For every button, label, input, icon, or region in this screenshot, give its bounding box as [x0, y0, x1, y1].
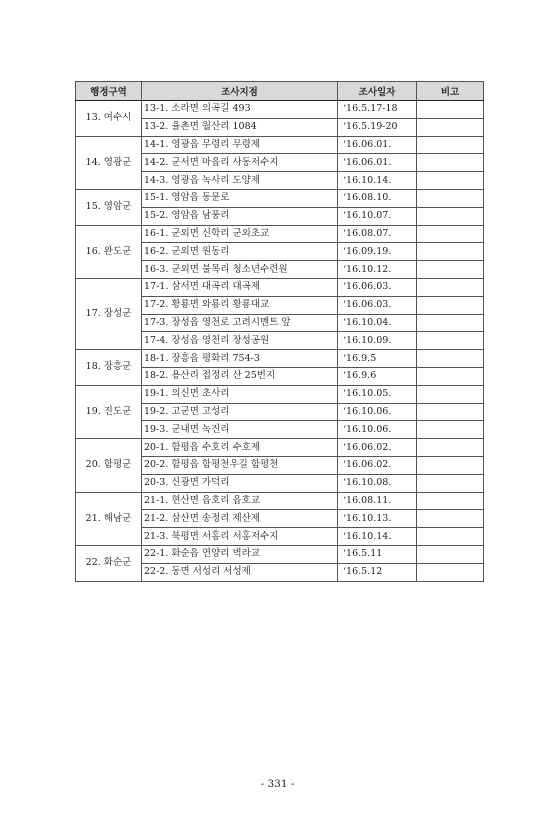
date-cell: ‘16.9.5 — [338, 350, 417, 368]
region-cell: 17. 장성군 — [76, 278, 142, 349]
region-cell: 22. 화순군 — [76, 545, 142, 581]
date-cell: ‘16.08.07. — [338, 225, 417, 243]
header-row — [76, 82, 484, 101]
note-cell — [417, 510, 484, 528]
note-cell — [417, 278, 484, 296]
site-cell: 14-3. 영광읍 녹사리 도양제 — [142, 172, 338, 190]
header-note: 비고 — [417, 82, 484, 101]
site-cell: 22-2. 동면 서성리 서성제 — [142, 563, 338, 581]
date-cell: ‘16.06.03. — [338, 278, 417, 296]
region-cell: 21. 해남군 — [76, 492, 142, 545]
page-number: - 331 - — [260, 778, 295, 790]
note-cell — [417, 439, 484, 457]
site-cell: 13-2. 율촌면 월산리 1084 — [142, 118, 338, 136]
region-cell: 16. 완도군 — [76, 225, 142, 278]
note-cell — [417, 261, 484, 279]
date-cell: ‘16.08.11. — [338, 492, 417, 510]
note-cell — [417, 207, 484, 225]
table-row — [76, 439, 484, 457]
site-cell: 15-1. 영암읍 동문로 — [142, 189, 338, 207]
note-cell — [417, 385, 484, 403]
date-cell: ‘16.10.04. — [338, 314, 417, 332]
site-cell: 16-3. 군외면 불목리 청소년수련원 — [142, 261, 338, 279]
site-cell: 18-2. 용산리 접정리 산 25번지 — [142, 367, 338, 385]
note-cell — [417, 545, 484, 563]
note-cell — [417, 101, 484, 119]
table-row — [76, 225, 484, 243]
site-cell: 17-3. 장성읍 영천로 고려시멘트 앞 — [142, 314, 338, 332]
note-cell — [417, 350, 484, 368]
site-cell: 18-1. 장흥읍 평화리 754-3 — [142, 350, 338, 368]
note-cell — [417, 367, 484, 385]
header-date: 조사일자 — [338, 82, 417, 101]
region-cell: 18. 장흥군 — [76, 350, 142, 386]
table-row — [76, 278, 484, 296]
table-body — [76, 101, 484, 582]
site-cell: 17-4. 장성읍 영천리 장성공원 — [142, 332, 338, 350]
date-cell: ‘16.06.02. — [338, 439, 417, 457]
note-cell — [417, 172, 484, 190]
note-cell — [417, 225, 484, 243]
date-cell: ‘16.10.09. — [338, 332, 417, 350]
table-row — [76, 385, 484, 403]
note-cell — [417, 243, 484, 261]
date-cell: ‘16.10.13. — [338, 510, 417, 528]
date-cell: ‘16.08.10. — [338, 189, 417, 207]
table-header — [76, 82, 484, 101]
date-cell: ‘16.09.19. — [338, 243, 417, 261]
date-cell: ‘16.5.11 — [338, 545, 417, 563]
table-row — [76, 189, 484, 207]
table-row — [76, 101, 484, 119]
region-cell: 14. 영광군 — [76, 136, 142, 189]
site-cell: 19-2. 고군면 고성리 — [142, 403, 338, 421]
note-cell — [417, 403, 484, 421]
note-cell — [417, 296, 484, 314]
site-cell: 15-2. 영암읍 남풍리 — [142, 207, 338, 225]
date-cell: ‘16.10.12. — [338, 261, 417, 279]
table-row — [76, 492, 484, 510]
note-cell — [417, 528, 484, 546]
site-cell: 20-1. 함평읍 수호리 수호제 — [142, 439, 338, 457]
date-cell: ‘16.10.06. — [338, 403, 417, 421]
date-cell: ‘16.10.07. — [338, 207, 417, 225]
date-cell: ‘16.06.01. — [338, 136, 417, 154]
site-cell: 14-1. 영광읍 무령리 무령제 — [142, 136, 338, 154]
site-cell: 20-2. 함평읍 함평천우길 함평천 — [142, 456, 338, 474]
site-cell: 20-3. 신광면 가덕리 — [142, 474, 338, 492]
note-cell — [417, 314, 484, 332]
note-cell — [417, 456, 484, 474]
date-cell: ‘16.06.03. — [338, 296, 417, 314]
site-cell: 21-1. 현산면 읍호리 읍호교 — [142, 492, 338, 510]
site-cell: 19-1. 의신면 초사리 — [142, 385, 338, 403]
note-cell — [417, 421, 484, 439]
date-cell: ‘16.9.6 — [338, 367, 417, 385]
date-cell: ‘16.5.12 — [338, 563, 417, 581]
header-site: 조사지점 — [142, 82, 338, 101]
site-cell: 14-2. 군서면 마읍리 사동저수지 — [142, 154, 338, 172]
note-cell — [417, 474, 484, 492]
region-cell: 20. 함평군 — [76, 439, 142, 492]
header-region: 행정구역 — [76, 82, 142, 101]
site-cell: 13-1. 소라면 의곡길 493 — [142, 101, 338, 119]
table-row — [76, 136, 484, 154]
note-cell — [417, 136, 484, 154]
region-cell: 13. 여수시 — [76, 101, 142, 137]
note-cell — [417, 118, 484, 136]
date-cell: ‘16.5.19-20 — [338, 118, 417, 136]
date-cell: ‘16.06.01. — [338, 154, 417, 172]
date-cell: ‘16.10.14. — [338, 172, 417, 190]
site-cell: 21-2. 삼산면 송정리 제산제 — [142, 510, 338, 528]
site-cell: 22-1. 화순읍 연양리 벽라교 — [142, 545, 338, 563]
table-row — [76, 350, 484, 368]
date-cell: ‘16.10.05. — [338, 385, 417, 403]
site-cell: 16-1. 군외면 신학리 군외초교 — [142, 225, 338, 243]
note-cell — [417, 332, 484, 350]
date-cell: ‘16.06.02. — [338, 456, 417, 474]
note-cell — [417, 189, 484, 207]
date-cell: ‘16.10.06. — [338, 421, 417, 439]
site-cell: 17-1. 삼서면 대곡리 대곡제 — [142, 278, 338, 296]
date-cell: ‘16.5.17-18 — [338, 101, 417, 119]
date-cell: ‘16.10.14. — [338, 528, 417, 546]
note-cell — [417, 563, 484, 581]
survey-sites-table — [75, 81, 484, 582]
site-cell: 21-3. 북평면 서홍리 서홍저수지 — [142, 528, 338, 546]
site-cell: 16-2. 군외면 원동리 — [142, 243, 338, 261]
region-cell: 19. 진도군 — [76, 385, 142, 438]
site-cell: 17-2. 황룡면 와룡리 황룡대교 — [142, 296, 338, 314]
region-cell: 15. 영암군 — [76, 189, 142, 225]
note-cell — [417, 492, 484, 510]
note-cell — [417, 154, 484, 172]
site-cell: 19-3. 군내면 녹진리 — [142, 421, 338, 439]
date-cell: ‘16.10.08. — [338, 474, 417, 492]
table-row — [76, 545, 484, 563]
